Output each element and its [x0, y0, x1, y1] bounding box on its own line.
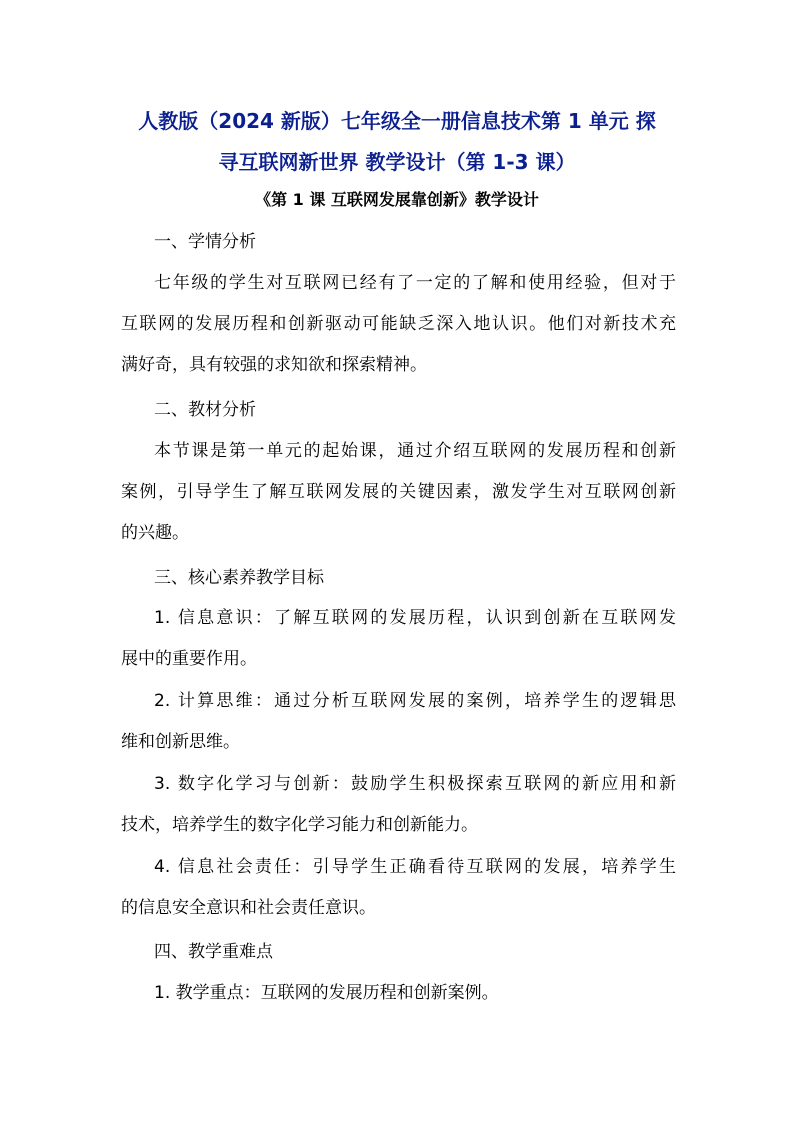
section-heading-learner-analysis: 一、学情分析: [154, 232, 256, 252]
list-item-line: 展中的重要作用。: [121, 649, 257, 669]
paragraph-line: 本节课是第一单元的起始课，通过介绍互联网的发展历程和创新: [154, 441, 676, 461]
list-item-line: 3. 数字化学习与创新：鼓励学生积极探索互联网的新应用和新: [154, 774, 676, 794]
paragraph-line: 满好奇，具有较强的求知欲和探索精神。: [121, 355, 427, 375]
section-heading-key-difficult-points: 四、教学重难点: [154, 942, 273, 962]
document-title-line-2: 寻互联网新世界 教学设计（第 1-3 课）: [218, 150, 576, 174]
paragraph-line: 互联网的发展历程和创新驱动可能缺乏深入地认识。他们对新技术充: [121, 314, 676, 334]
paragraph-line: 案例，引导学生了解互联网发展的关键因素，激发学生对互联网创新: [121, 482, 676, 502]
paragraph-line: 的兴趣。: [121, 523, 189, 543]
section-heading-textbook-analysis: 二、教材分析: [154, 400, 256, 420]
lesson-subtitle: 《第 1 课 互联网发展靠创新》教学设计: [255, 190, 539, 209]
list-item-line: 1. 信息意识：了解互联网的发展历程，认识到创新在互联网发: [154, 608, 676, 628]
list-item-line: 4. 信息社会责任：引导学生正确看待互联网的发展，培养学生: [154, 857, 676, 877]
list-item-line: 1. 教学重点：互联网的发展历程和创新案例。: [154, 983, 499, 1003]
list-item-line: 维和创新思维。: [121, 732, 240, 752]
section-heading-core-objectives: 三、核心素养教学目标: [154, 568, 324, 588]
paragraph-line: 七年级的学生对互联网已经有了一定的了解和使用经验，但对于: [154, 273, 676, 293]
list-item-line: 的信息安全意识和社会责任意识。: [121, 898, 376, 918]
list-item-line: 2. 计算思维：通过分析互联网发展的案例，培养学生的逻辑思: [154, 691, 676, 711]
document-title-line-1: 人教版（2024 新版）七年级全一册信息技术第 1 单元 探: [138, 109, 656, 133]
list-item-line: 技术，培养学生的数字化学习能力和创新能力。: [121, 815, 478, 835]
